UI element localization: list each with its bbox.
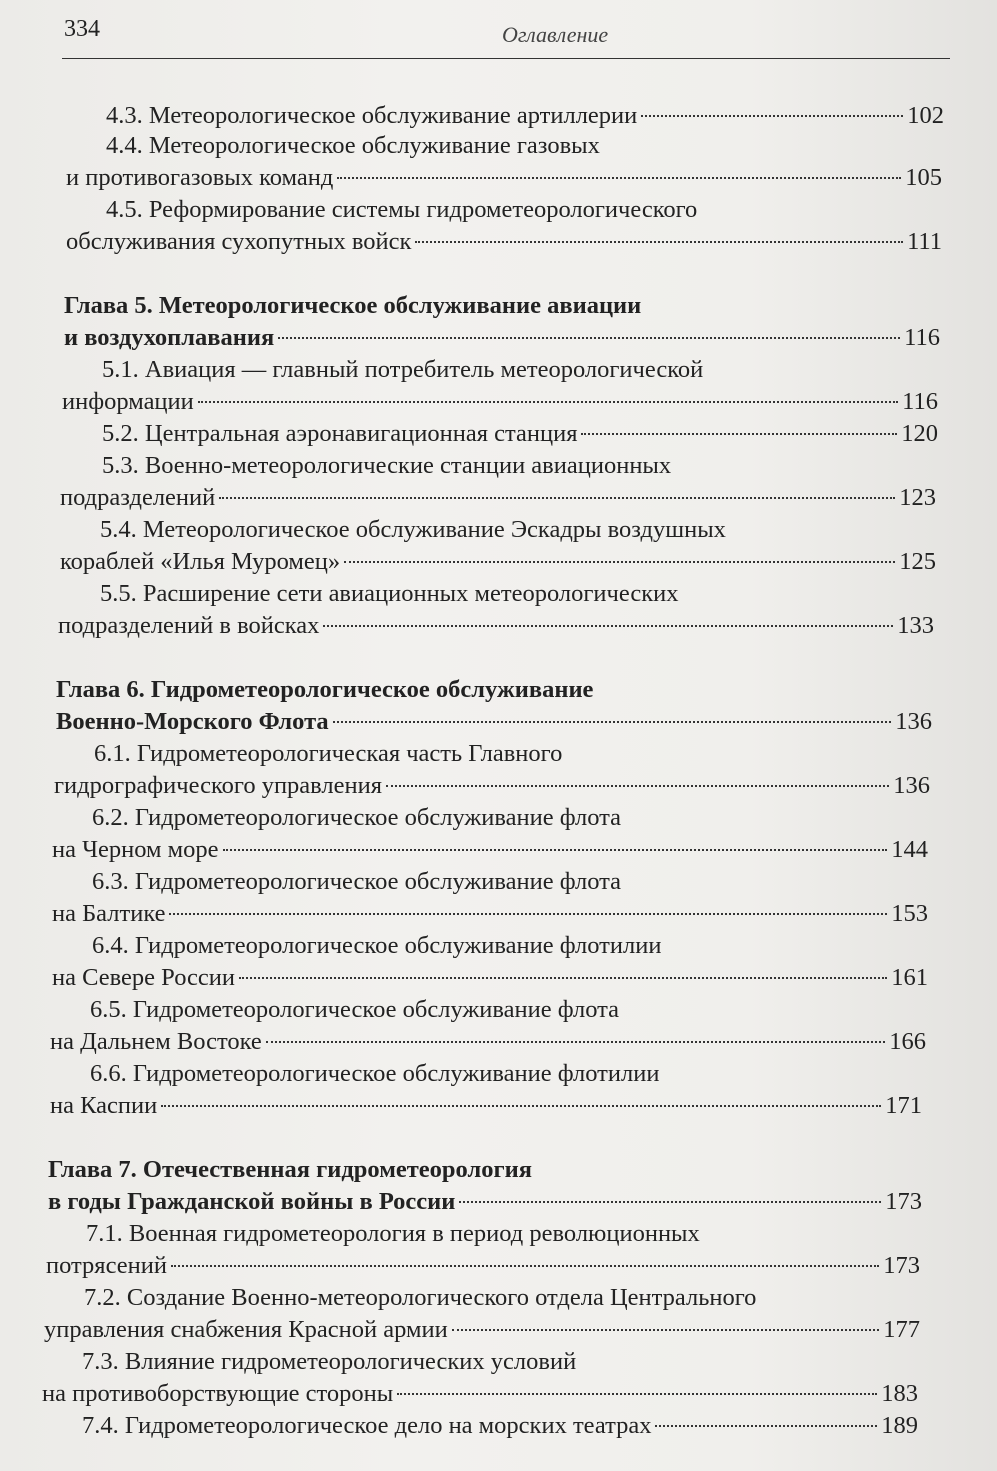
toc-entry-5-1-cont [62, 386, 938, 418]
toc-entry-title: 7.4. Гидрометеорологическое дело на морских театрах [82, 1412, 652, 1439]
toc-entry-title: обслуживания сухопутных войск [66, 228, 412, 255]
toc-entry-4-4-cont [66, 162, 942, 194]
page-number: 334 [64, 16, 100, 42]
running-title: Оглавление [502, 22, 609, 47]
toc-entry-5-3: 5.3. Военно-метеорологические станции авиационных [102, 452, 672, 479]
toc-entry-page: 161 [891, 964, 928, 991]
leader-dots [219, 496, 895, 499]
toc-entry-6-1-cont [54, 770, 930, 802]
toc-entry-page: 177 [883, 1316, 920, 1343]
toc-entry-title: на противоборствующие стороны [42, 1380, 394, 1407]
toc-entry-page: 102 [907, 102, 944, 129]
toc-entry-4-5: 4.5. Реформирование системы гидрометеорологического [106, 196, 698, 223]
toc-entry-title: информации [62, 388, 194, 415]
toc-entry-6-1: 6.1. Гидрометеорологическая часть Главного [94, 740, 563, 767]
toc-entry-7-3-cont [42, 1378, 918, 1410]
leader-dots [198, 400, 898, 403]
toc-entry-5-5: 5.5. Расширение сети авиационных метеорологических [100, 580, 679, 607]
toc-entry-6-2-cont [52, 834, 928, 866]
toc-entry-page: 183 [881, 1380, 918, 1407]
leader-dots [333, 720, 892, 723]
leader-dots [239, 976, 887, 979]
toc-entry-7-4 [82, 1410, 918, 1442]
toc-entry-title: кораблей «Илья Муромец» [60, 548, 341, 575]
toc-entry-4-3 [106, 100, 944, 132]
toc-entry-page: 173 [883, 1252, 920, 1279]
toc-chapter-5: Глава 5. Метеорологическое обслуживание авиации [64, 292, 642, 319]
leader-dots [337, 176, 901, 179]
toc-entry-title: на Дальнем Востоке [50, 1028, 262, 1055]
toc-entry-page: 136 [893, 772, 930, 799]
toc-entry-5-1: 5.1. Авиация — главный потребитель метеорологической [102, 356, 704, 383]
toc-entry-4-5-cont [66, 226, 942, 258]
leader-dots [581, 432, 897, 435]
toc-entry-6-4: 6.4. Гидрометеорологическое обслуживание флотилии [92, 932, 662, 959]
toc-entry-title: гидрографического управления [54, 772, 383, 799]
leader-dots [397, 1392, 877, 1395]
toc-entry-6-3: 6.3. Гидрометеорологическое обслуживание флота [92, 868, 622, 895]
toc-chapter-6-cont [56, 706, 932, 738]
leader-dots [171, 1264, 879, 1267]
toc-entry-page: 166 [889, 1028, 926, 1055]
toc-entry-7-2-cont [44, 1314, 920, 1346]
toc-entry-5-3-cont [60, 482, 936, 514]
leader-dots [655, 1424, 877, 1427]
leader-dots [415, 240, 903, 243]
toc-entry-page: 123 [899, 484, 936, 511]
toc-entry-page: 116 [902, 388, 938, 415]
toc-entry-page: 136 [895, 708, 932, 735]
toc-entry-title: управления снабжения Красной армии [44, 1316, 448, 1343]
toc-entry-page: 125 [899, 548, 936, 575]
leader-dots [323, 624, 893, 627]
toc-entry-page: 173 [885, 1188, 922, 1215]
toc-entry-page: 133 [897, 612, 934, 639]
leader-dots [161, 1104, 881, 1107]
toc-entry-page: 171 [885, 1092, 922, 1119]
toc-entry-title: и воздухоплавания [64, 324, 275, 351]
toc-entry-title: и противогазовых команд [66, 164, 334, 191]
toc-entry-title: 4.3. Метеорологическое обслуживание артиллерии [106, 102, 638, 129]
toc-entry-title: на Каспии [50, 1092, 158, 1119]
toc-entry-page: 120 [901, 420, 938, 447]
toc-entry-title: в годы Гражданской войны в России [48, 1188, 456, 1215]
toc-entry-4-4: 4.4. Метеорологическое обслуживание газовых [106, 132, 600, 159]
toc-entry-5-4: 5.4. Метеорологическое обслуживание Эскадры воздушных [100, 516, 726, 543]
toc-entry-page: 111 [907, 228, 942, 255]
toc-chapter-6: Глава 6. Гидрометеорологическое обслуживание [56, 676, 594, 703]
toc-entry-title: на Севере России [52, 964, 236, 991]
toc-entry-page: 116 [904, 324, 940, 351]
leader-dots [452, 1328, 880, 1331]
toc-entry-title: на Балтике [52, 900, 166, 927]
page-header [62, 14, 950, 59]
toc-entry-5-5-cont [58, 610, 934, 642]
toc-entry-7-1-cont [46, 1250, 920, 1282]
toc-entry-page: 153 [891, 900, 928, 927]
leader-dots [169, 912, 887, 915]
leader-dots [223, 848, 888, 851]
toc-entry-6-3-cont [52, 898, 928, 930]
leader-dots [344, 560, 895, 563]
toc-entry-6-6: 6.6. Гидрометеорологическое обслуживание флотилии [90, 1060, 660, 1087]
toc-entry-title: 5.2. Центральная аэронавигационная станция [102, 420, 578, 447]
toc-entry-title: Военно-Морского Флота [56, 708, 329, 735]
toc-entry-6-4-cont [52, 962, 928, 994]
toc-chapter-5-cont [64, 322, 940, 354]
toc-entry-title: на Черном море [52, 836, 219, 863]
leader-dots [266, 1040, 885, 1043]
leader-dots [459, 1200, 881, 1203]
toc-entry-6-2: 6.2. Гидрометеорологическое обслуживание флота [92, 804, 622, 831]
toc-entry-7-2: 7.2. Создание Военно-метеорологического отдела Центрального [84, 1284, 757, 1311]
toc-entry-7-3: 7.3. Влияние гидрометеорологических условий [82, 1348, 577, 1375]
toc-entry-7-1: 7.1. Военная гидрометеорология в период революционных [86, 1220, 700, 1247]
toc-entry-page: 144 [891, 836, 928, 863]
toc-entry-title: подразделений в войсках [58, 612, 320, 639]
toc-entry-page: 105 [905, 164, 942, 191]
toc-entry-page: 189 [881, 1412, 918, 1439]
toc-entry-6-5-cont [50, 1026, 926, 1058]
toc-entry-5-2 [102, 418, 938, 450]
leader-dots [386, 784, 889, 787]
leader-dots [641, 114, 903, 117]
toc-chapter-7-cont [48, 1186, 922, 1218]
toc-entry-6-6-cont [50, 1090, 922, 1122]
toc-entry-6-5: 6.5. Гидрометеорологическое обслуживание флота [90, 996, 620, 1023]
leader-dots [278, 336, 900, 339]
toc-entry-title: потрясений [46, 1252, 167, 1279]
toc-entry-title: подразделений [60, 484, 216, 511]
toc-entry-5-4-cont [60, 546, 936, 578]
toc-chapter-7: Глава 7. Отечественная гидрометеорология [48, 1156, 532, 1183]
